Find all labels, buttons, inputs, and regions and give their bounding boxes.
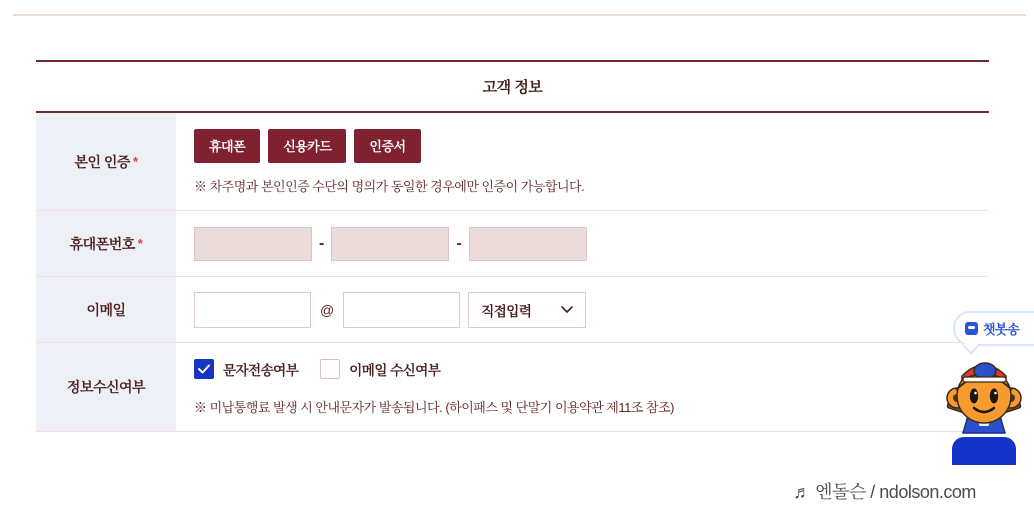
- mascot-image: [946, 354, 1022, 434]
- email-notify-label: 이메일 수신여부: [349, 362, 441, 378]
- verify-mobile-button[interactable]: 휴대폰: [194, 129, 260, 163]
- email-domain-input[interactable]: [343, 292, 460, 328]
- watermark: [735, 465, 1034, 517]
- phone-number-label: 휴대폰번호 *: [36, 211, 176, 276]
- check-icon: [198, 364, 210, 374]
- mascot-character[interactable]: [946, 354, 1022, 434]
- required-mark: *: [137, 236, 143, 251]
- sms-notify-checkbox[interactable]: [194, 359, 214, 379]
- email-domain-select-value: 직접입력: [481, 303, 532, 319]
- chatbot-bubble[interactable]: [953, 311, 1034, 346]
- notification-note: ※ 미납통행료 발생 시 안내문자가 발송됩니다. (하이패스 및 단말기 이용약관 제11조 참조): [194, 399, 674, 415]
- customer-info-table: [36, 60, 989, 432]
- watermark-text: ♬ 엔돌슨 / ndolson.com: [793, 482, 976, 502]
- email-label: 이메일: [36, 277, 176, 342]
- table-header: [36, 60, 989, 113]
- chevron-down-icon: [561, 306, 573, 313]
- verify-credit-card-button[interactable]: 신용카드: [268, 129, 346, 163]
- email-notify-checkbox[interactable]: [320, 359, 340, 379]
- email-id-input[interactable]: [194, 292, 311, 328]
- row-notification-preference: [36, 343, 989, 432]
- identity-verification-note: ※ 차주명과 본인인증 수단의 명의가 동일한 경우에만 인증이 가능합니다.: [194, 178, 585, 194]
- identity-verification-label: 본인 인증 *: [36, 113, 176, 210]
- phone-part2-input[interactable]: [331, 227, 449, 261]
- required-mark: *: [132, 154, 138, 169]
- row-email: [36, 277, 989, 343]
- row-identity-verification: [36, 113, 989, 211]
- chatbot-icon: [965, 322, 978, 335]
- phone-separator: -: [319, 234, 325, 252]
- sms-notify-label: 문자전송여부: [223, 362, 299, 378]
- chatbot-bubble-text: 챗봇송: [983, 322, 1020, 337]
- email-domain-select[interactable]: [468, 292, 586, 328]
- notification-preference-label: 정보수신여부: [36, 343, 176, 431]
- row-phone-number: [36, 211, 989, 277]
- phone-part3-input[interactable]: [469, 227, 587, 261]
- section-title: 고객 정보: [482, 79, 543, 96]
- email-at-separator: @: [320, 301, 335, 318]
- verify-certificate-button[interactable]: 인증서: [354, 129, 420, 163]
- phone-separator: -: [456, 234, 462, 252]
- section-divider: [13, 14, 1026, 16]
- phone-part1-input[interactable]: [194, 227, 312, 261]
